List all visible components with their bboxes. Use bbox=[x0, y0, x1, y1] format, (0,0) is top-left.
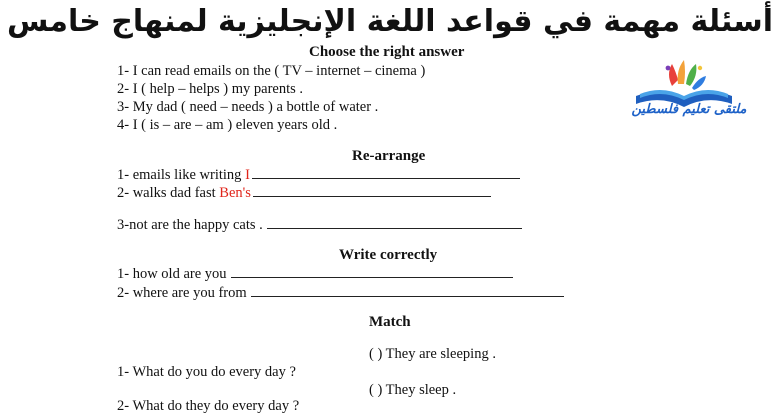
site-logo bbox=[606, 50, 762, 130]
page-title: أسئلة مهمة في قواعد اللغة الإنجليزية لمنهاج خامس bbox=[6, 4, 774, 39]
match-question-1: 1- What do you do every day ? bbox=[117, 364, 296, 380]
write-item-1-text: 1- how old are you bbox=[117, 266, 227, 282]
match-question-2: 2- What do they do every day ? bbox=[117, 398, 300, 414]
section-heading-rearrange: Re-arrange bbox=[352, 148, 426, 164]
rearrange-item-3-text: 3-not are the happy cats . bbox=[117, 217, 263, 233]
match-answer-1: ( ) They are sleeping . bbox=[369, 346, 496, 362]
rearrange-item-2-text: 2- walks dad fast bbox=[117, 185, 220, 201]
logo-text: ملتقى تعليم فلسطين bbox=[631, 102, 747, 117]
answer-blank[interactable] bbox=[251, 284, 564, 297]
choose-item-2: 2- I ( help – helps ) my parents . bbox=[117, 81, 304, 97]
answer-blank[interactable] bbox=[231, 265, 513, 278]
rearrange-item-1-text: 1- emails like writing bbox=[117, 167, 246, 183]
match-answer-2: ( ) They sleep . bbox=[369, 382, 457, 398]
section-heading-write-correctly: Write correctly bbox=[339, 247, 438, 263]
rearrange-item-2 bbox=[117, 184, 491, 202]
section-heading-choose: Choose the right answer bbox=[309, 44, 465, 60]
answer-blank[interactable] bbox=[267, 216, 522, 229]
choose-item-1: 1- I can read emails on the ( TV – internet – cinema ) bbox=[117, 63, 426, 79]
choose-item-3: 3- My dad ( need – needs ) a bottle of water . bbox=[117, 99, 379, 115]
answer-blank[interactable] bbox=[252, 166, 520, 179]
rearrange-item-2-red-word: Ben's bbox=[219, 185, 251, 201]
rearrange-item-1 bbox=[117, 166, 520, 184]
section-heading-match: Match bbox=[369, 314, 411, 330]
rearrange-item-1-red-word: I bbox=[245, 167, 250, 183]
answer-blank[interactable] bbox=[253, 184, 491, 197]
write-item-1 bbox=[117, 265, 513, 283]
write-item-2-text: 2- where are you from bbox=[117, 285, 247, 301]
write-item-2 bbox=[117, 284, 564, 302]
choose-item-4: 4- I ( is – are – am ) eleven years old . bbox=[117, 117, 338, 133]
rearrange-item-3 bbox=[117, 216, 522, 234]
